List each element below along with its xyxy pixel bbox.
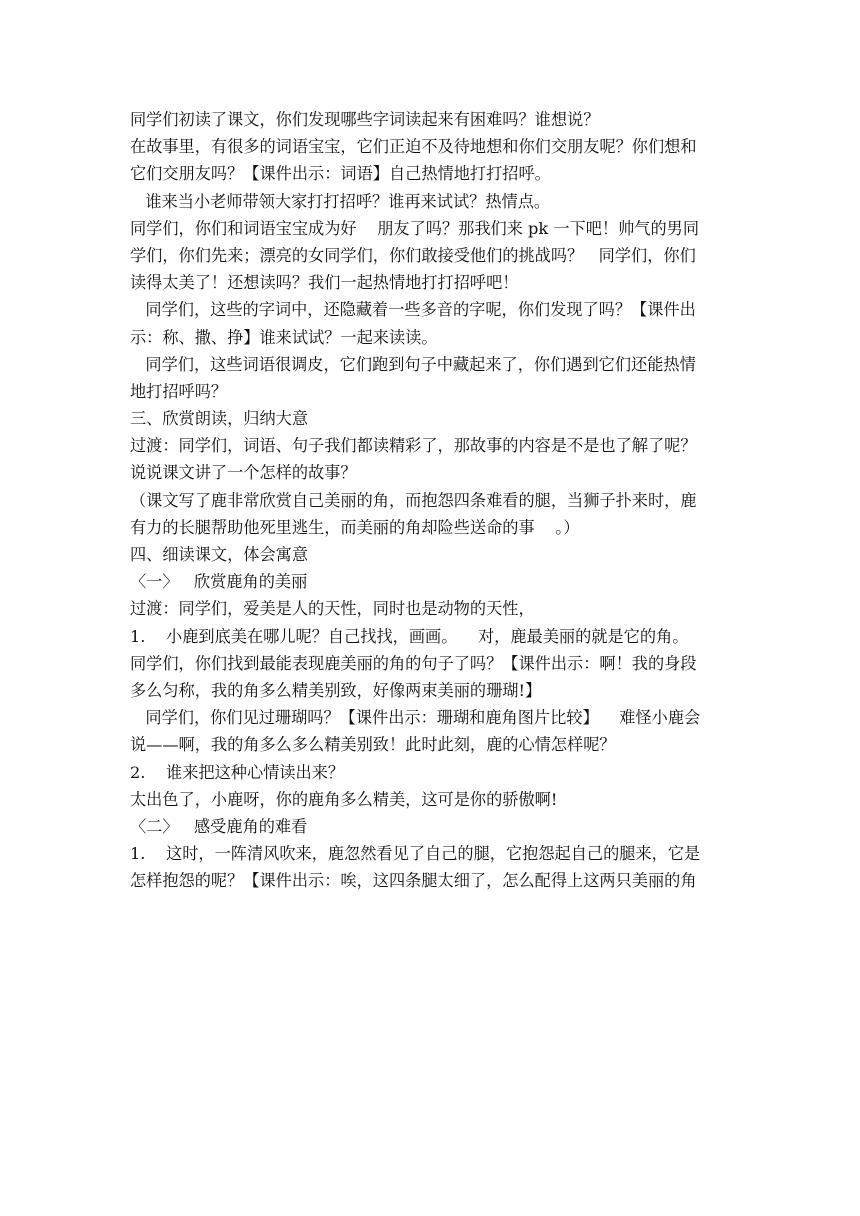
text-line: 读得太美了！还想读吗？我们一起热情地打打招呼吧！ <box>130 273 519 293</box>
text-line: 同学们，你们和词语宝宝成为好 朋友了吗？那我们来 pk 一下吧！帅气的男同 <box>130 218 700 238</box>
numbered-item: 1. 这时，一阵清风吹来，鹿忽然看见了自己的腿，它抱怨起自己的腿来，它是 <box>130 844 701 864</box>
text-line: 过渡：同学们，词语、句子我们都读精彩了，那故事的内容是不是也了解了呢？ <box>130 436 697 456</box>
text-line: 学们，你们先来；漂亮的女同学们，你们敢接受他们的挑战吗？ 同学们，你们 <box>130 245 696 265</box>
section-heading: 三、欣赏朗读，归纳大意 <box>130 409 309 429</box>
text-line: 示：称、撒、挣】谁来试试？一起来读读。 <box>130 327 438 347</box>
text-line: 过渡：同学们，爱美是人的天性，同时也是动物的天性， <box>130 599 535 619</box>
text-line: 地打招呼吗？ <box>130 381 228 401</box>
subsection-heading: 〈一〉 欣赏鹿角的美丽 <box>130 572 308 592</box>
text-line: 同学们，这些的字词中，还隐藏着一些多音的字呢，你们发现了吗？【课件出 <box>130 300 696 320</box>
text-line: 同学们，你们找到最能表现鹿美丽的角的句子了吗？【课件出示：啊！我的身段 <box>130 653 697 673</box>
text-line: 它们交朋友吗？【课件出示：词语】自己热情地打打招呼。 <box>130 164 551 184</box>
text-line: 多么匀称，我的角多么精美别致，好像两束美丽的珊瑚!】 <box>130 680 542 700</box>
document-body <box>130 106 735 894</box>
text-line: 同学们，这些词语很调皮，它们跑到句子中藏起来了，你们遇到它们还能热情 <box>130 354 696 374</box>
text-line: 说说课文讲了一个怎样的故事？ <box>130 463 357 483</box>
text-line: 同学们初读了课文，你们发现哪些字词读起来有困难吗？谁想说？ <box>130 110 600 129</box>
numbered-item: 1. 小鹿到底美在哪儿呢？自己找找，画画。 对，鹿最美丽的就是它的角。 <box>130 626 689 646</box>
text-line: 在故事里，有很多的词语宝宝，它们正迫不及待地想和你们交朋友呢？你们想和 <box>130 137 697 157</box>
subsection-heading: 〈二〉 感受鹿角的难看 <box>130 816 308 836</box>
text-line: 怎样抱怨的呢？【课件出示：唉，这四条腿太细了，怎么配得上这两只美丽的角 <box>130 871 697 891</box>
numbered-item: 2. 谁来把这种心情读出来？ <box>130 762 345 782</box>
text-line: （课文写了鹿非常欣赏自己美丽的角，而抱怨四条难看的腿，当狮子扑来时，鹿 <box>130 490 697 510</box>
text-line: 同学们，你们见过珊瑚吗？【课件出示：珊瑚和鹿角图片比较】 难怪小鹿会 <box>130 708 701 728</box>
text-line: 说——啊，我的角多么多么精美别致！此时此刻，鹿的心情怎样呢？ <box>130 735 616 755</box>
text-line: 有力的长腿帮助他死里逃生，而美丽的角却险些送命的事 。） <box>130 517 580 537</box>
text-line: 太出色了，小鹿呀，你的鹿角多么精美，这可是你的骄傲啊! <box>130 789 558 809</box>
text-line: 谁来当小老师带领大家打打招呼？谁再来试试？热情点。 <box>130 191 551 211</box>
section-heading: 四、细读课文，体会寓意 <box>130 545 309 564</box>
